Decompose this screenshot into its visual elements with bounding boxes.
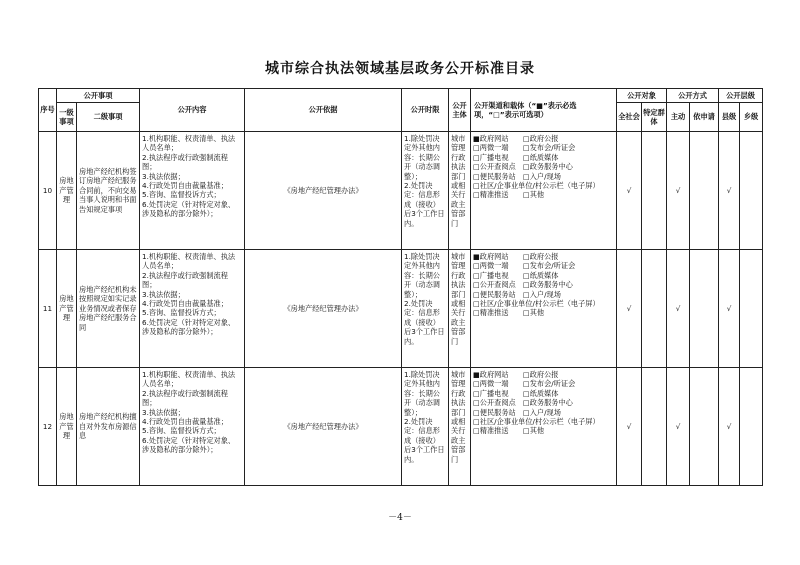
basis-cell: 《房地产经纪管理办法》 (245, 368, 402, 486)
header-active: 主动 (667, 103, 690, 132)
county-mark: √ (719, 250, 740, 368)
county-mark: √ (719, 368, 740, 486)
channel-cell: ■政府网站 □政府公报 □两微一端 □发布会/听证会 □广播电视 □纸质媒体 □公开查阅点 □政务服务中心 □便民服务站 □入户/现场 □社区/企事业单位/村公示栏（电子屏） □精准推送 □其他 (471, 132, 617, 250)
table-row (39, 250, 763, 368)
table-row (39, 132, 763, 250)
channel-cell: ■政府网站 □政府公报 □两微一端 □发布会/听证会 □广播电视 □纸质媒体 □公开查阅点 □政务服务中心 □便民服务站 □入户/现场 □社区/企事业单位/村公示栏（电子屏） □精准推送 □其他 (471, 368, 617, 486)
level2-item: 房地产经纪机构未按照规定如实记录业务情况或者保存房地产经纪服务合同 (77, 250, 140, 368)
basis-cell: 《房地产经纪管理办法》 (245, 250, 402, 368)
catalog-table (38, 88, 763, 486)
content-cell: 1.机构职能、权责清单、执法人员名单； 2.执法程序或行政强制流程图； 3.执法依据； 4.行政处罚自由裁量基准； 5.咨询、监督投诉方式； 6.处罚决定（针对特定对象、涉及隐私的部分除外）； (140, 368, 245, 486)
all-society-mark: √ (617, 368, 642, 486)
content-cell: 1.机构职能、权责清单、执法人员名单； 2.执法程序或行政强制流程图； 3.执法依据； 4.行政处罚自由裁量基准； 5.咨询、监督投诉方式； 6.处罚决定（针对特定对象、涉及隐私的部分除外）； (140, 250, 245, 368)
active-mark: √ (667, 250, 690, 368)
row-number: 10 (39, 132, 57, 250)
header-content: 公开内容 (140, 89, 245, 132)
subject-cell: 城市管理行政执法部门或相关行政主管部门 (449, 368, 471, 486)
header-specific: 特定群体 (642, 103, 667, 132)
header-level1: 一级事项 (57, 103, 77, 132)
specific-mark (642, 368, 667, 486)
table-row (39, 368, 763, 486)
subject-cell: 城市管理行政执法部门或相关行政主管部门 (449, 250, 471, 368)
header-method: 公开方式 (667, 89, 719, 103)
page-number: －4－ (388, 513, 412, 523)
level2-item: 房地产经纪机构签订房地产经纪服务合同前，不向交易当事人说明和书面告知规定事项 (77, 132, 140, 250)
subject-cell: 城市管理行政执法部门或相关行政主管部门 (449, 132, 471, 250)
header-county: 县级 (719, 103, 740, 132)
header-township: 乡级 (740, 103, 763, 132)
header-target: 公开对象 (617, 89, 667, 103)
header-seq: 序号 (39, 89, 57, 132)
township-mark (740, 368, 763, 486)
header-channel: 公开渠道和载体（“■”表示必选项，“□”表示可选项） (471, 89, 617, 132)
row-number: 12 (39, 368, 57, 486)
page-title: 城市综合执法领域基层政务公开标准目录 (265, 61, 535, 77)
header-level: 公开层级 (719, 89, 763, 103)
level2-item: 房地产经纪机构擅自对外发布房源信息 (77, 368, 140, 486)
active-mark: √ (667, 132, 690, 250)
on-request-mark (690, 250, 719, 368)
all-society-mark: √ (617, 132, 642, 250)
header-on-request: 依申请 (690, 103, 719, 132)
header-time: 公开时限 (402, 89, 449, 132)
active-mark: √ (667, 368, 690, 486)
header-subject: 公开主体 (449, 89, 471, 132)
specific-mark (642, 250, 667, 368)
header-all-society: 全社会 (617, 103, 642, 132)
header-basis: 公开依据 (245, 89, 402, 132)
on-request-mark (690, 368, 719, 486)
row-number: 11 (39, 250, 57, 368)
basis-cell: 《房地产经纪管理办法》 (245, 132, 402, 250)
channel-cell: ■政府网站 □政府公报 □两微一端 □发布会/听证会 □广播电视 □纸质媒体 □公开查阅点 □政务服务中心 □便民服务站 □入户/现场 □社区/企事业单位/村公示栏（电子屏） □精准推送 □其他 (471, 250, 617, 368)
level1-item: 房地产管理 (57, 250, 77, 368)
content-cell: 1.机构职能、权责清单、执法人员名单； 2.执法程序或行政强制流程图； 3.执法依据； 4.行政处罚自由裁量基准； 5.咨询、监督投诉方式； 6.处罚决定（针对特定对象、涉及隐私的部分除外）； (140, 132, 245, 250)
header-matter: 公开事项 (57, 89, 140, 103)
all-society-mark: √ (617, 250, 642, 368)
on-request-mark (690, 132, 719, 250)
header-level2: 二级事项 (77, 103, 140, 132)
time-cell: 1.除处罚决定外其他内容：长期公开（动态调整）； 2.处罚决定：信息形成（接收）后3个工作日内。 (402, 368, 449, 486)
specific-mark (642, 132, 667, 250)
level1-item: 房地产管理 (57, 368, 77, 486)
time-cell: 1.除处罚决定外其他内容：长期公开（动态调整）； 2.处罚决定：信息形成（接收）后3个工作日内。 (402, 132, 449, 250)
township-mark (740, 132, 763, 250)
county-mark: √ (719, 132, 740, 250)
township-mark (740, 250, 763, 368)
time-cell: 1.除处罚决定外其他内容：长期公开（动态调整）； 2.处罚决定：信息形成（接收）后3个工作日内。 (402, 250, 449, 368)
level1-item: 房地产管理 (57, 132, 77, 250)
